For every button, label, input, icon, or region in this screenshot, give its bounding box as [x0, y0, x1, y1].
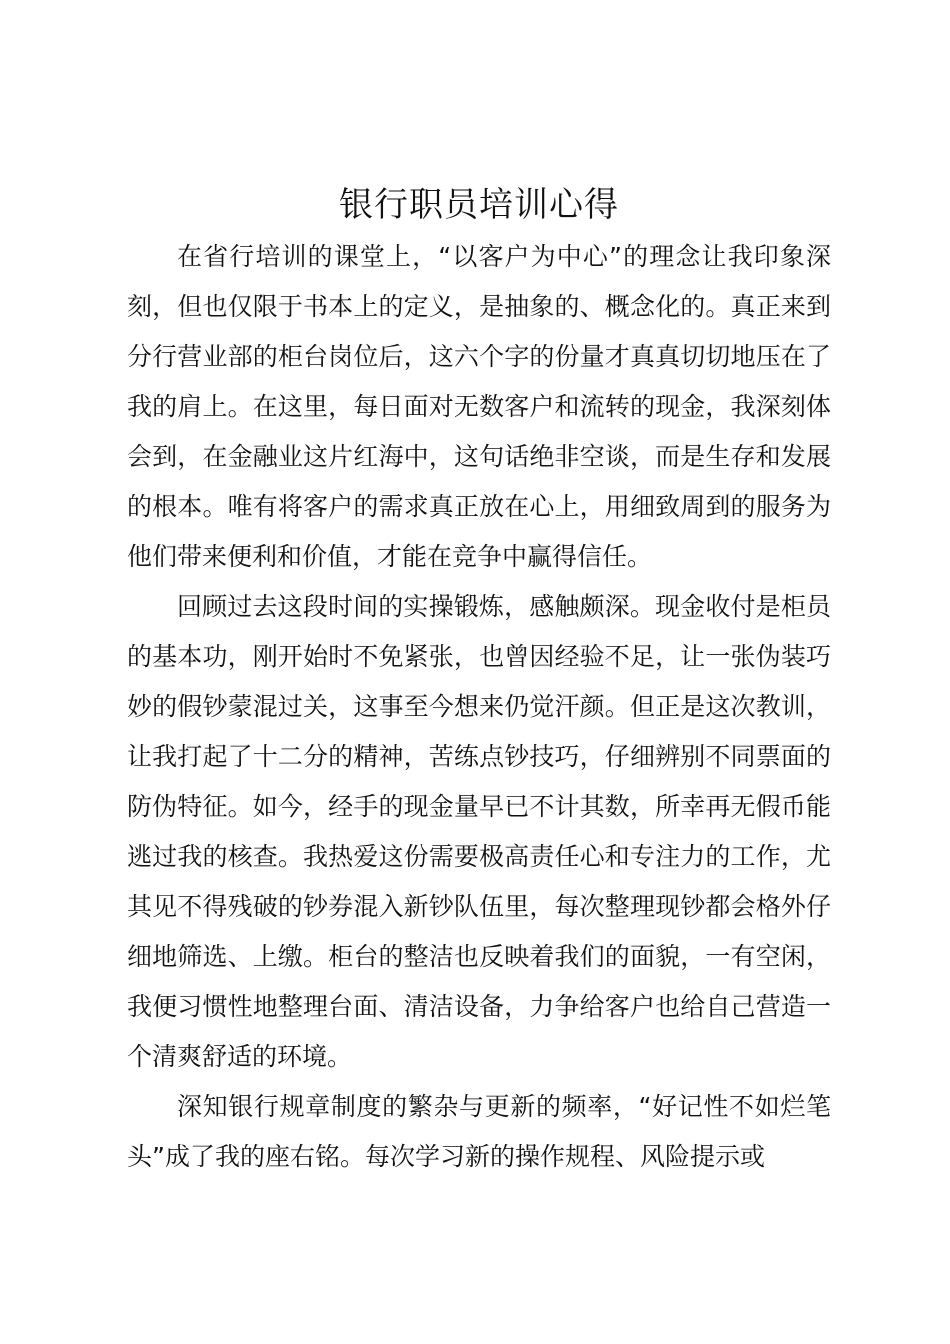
document-title: 银行职员培训心得 — [339, 185, 619, 225]
paragraph-1: 在省行培训的课堂上，“以客户为中心”的理念让我印象深刻，但也仅限于书本上的定义，是抽象的、概念化的。真正来到分行营业部的柜台岗位后，这六个字的份量才真真切切地压在了我的肩上。在这里，每日面对无数客户和流转的现金，我深刻体会到，在金融业这片红海中，这句话绝非空谈，而是生存和发展的根本。唯有将客户的需求真正放在心上，用细致周到的服务为他们带来便利和价值，才能在竞争中赢得信任。 — [127, 242, 831, 571]
document-page — [127, 178, 831, 1182]
paragraph-3: 深知银行规章制度的繁杂与更新的频率，“好记性不如烂笔头”成了我的座右铭。每次学习新的操作规程、风险提示或 — [127, 1092, 831, 1171]
paragraph-2: 回顾过去这段时间的实操锻炼，感触颇深。现金收付是柜员的基本功，刚开始时不免紧张，也曾因经验不足，让一张伪装巧妙的假钞蒙混过关，这事至今想来仍觉汗颜。但正是这次教训，让我打起了十二分的精神，苦练点钞技巧，仔细辨别不同票面的防伪特征。如今，经手的现金量早已不计其数，所幸再无假币能逃过我的核查。我热爱这份需要极高责任心和专注力的工作，尤其见不得残破的钞券混入新钞队伍里，每次整理现钞都会格外仔细地筛选、上缴。柜台的整洁也反映着我们的面貌，一有空闲，我便习惯性地整理台面、清洁设备，力争给客户也给自己营造一个清爽舒适的环境。 — [127, 592, 831, 1071]
